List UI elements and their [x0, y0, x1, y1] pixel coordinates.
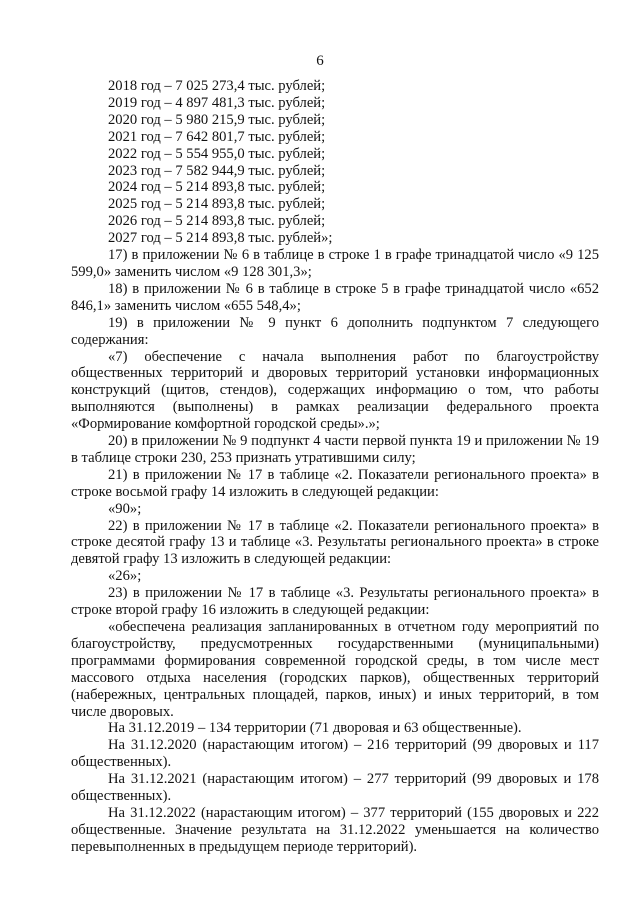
year-funding-line: 2018 год – 7 025 273,4 тыс. рублей;: [108, 78, 326, 94]
result-2019: На 31.12.2019 – 134 территории (71 дворовая и 63 общественные).: [108, 720, 522, 737]
amendment-item-22: 22) в приложении № 17 в таблице «2. Показатели регионального проекта» в строке десятой графу 13 и таблице «3. Результаты регионального проекта» в строке девятой графу 13 изложить в следующей редакции:: [71, 517, 599, 568]
quoted-value-90: «90»;: [108, 500, 142, 517]
quoted-result-text: «обеспечена реализация запланированных в отчетном году мероприятий по благоустройству, предусмотренных государственными (муниципальными) программами формирования современной городской среды, в том числе мест массового отдыха населения (городских парков), общественных территорий (набережных, центральных площадей, парков, иных) и иных территорий, в том числе дворовых.: [71, 619, 599, 720]
year-funding-line: 2024 год – 5 214 893,8 тыс. рублей;: [108, 179, 326, 196]
amendment-item-17: 17) в приложении № 6 в таблице в строке 1 в графе тринадцатой число «9 125 599,0» заменить числом «9 128 301,3»;: [71, 247, 599, 280]
quoted-value-26: «26»;: [108, 568, 142, 585]
funding-by-year-list: [71, 78, 599, 247]
quoted-subitem-7: «7) обеспечение с начала выполнения работ по благоустройству общественных территорий и дворовых территорий установки информационных конструкций (щитов, стендов), содержащих информацию о том, что работы выполняются (выполнены) в рамках реализации федерального проекта «Формирование комфортной городской среды».»;: [71, 348, 599, 433]
year-funding-line: 2020 год – 5 980 215,9 тыс. рублей;: [108, 111, 326, 128]
amendment-item-20: 20) в приложении № 9 подпункт 4 части первой пункта 19 и приложении № 19 в таблице строки 230, 253 признать утратившими силу;: [71, 433, 599, 466]
year-funding-line: 2021 год – 7 642 801,7 тыс. рублей;: [108, 128, 326, 145]
result-2020: На 31.12.2020 (нарастающим итогом) – 216 территорий (99 дворовых и 117 общественных).: [71, 737, 599, 771]
amendment-item-19: 19) в приложении № 9 пункт 6 дополнить подпунктом 7 следующего содержания:: [71, 314, 599, 348]
amendment-item-21: 21) в приложении № 17 в таблице «2. Показатели регионального проекта» в строке восьмой графу 14 изложить в следующей редакции:: [71, 466, 599, 500]
year-funding-line: 2025 год – 5 214 893,8 тыс. рублей;: [108, 196, 326, 213]
document-body: [71, 78, 599, 856]
year-funding-line: 2019 год – 4 897 481,3 тыс. рублей;: [108, 94, 326, 111]
amendment-item-23: 23) в приложении № 17 в таблице «3. Результаты регионального проекта» в строке второй графу 16 изложить в следующей редакции:: [71, 585, 599, 619]
year-funding-line: 2022 год – 5 554 955,0 тыс. рублей;: [108, 145, 326, 162]
amendment-item-18: 18) в приложении № 6 в таблице в строке 5 в графе тринадцатой число «652 846,1» заменить числом «655 548,4»;: [71, 280, 599, 314]
result-2021: На 31.12.2021 (нарастающим итогом) – 277 территорий (99 дворовых и 178 общественных).: [71, 771, 599, 805]
year-funding-line: 2027 год – 5 214 893,8 тыс. рублей»;: [108, 230, 333, 247]
page-number: 6: [316, 53, 324, 69]
result-2022: На 31.12.2022 (нарастающим итогом) – 377 территорий (155 дворовых и 222 общественные. Значение результата на 31.12.2022 уменьшается на количество перевыполненных в предыдущем периоде территорий).: [71, 804, 599, 855]
year-funding-line: 2026 год – 5 214 893,8 тыс. рублей;: [108, 213, 326, 230]
year-funding-line: 2023 год – 7 582 944,9 тыс. рублей;: [108, 162, 326, 179]
